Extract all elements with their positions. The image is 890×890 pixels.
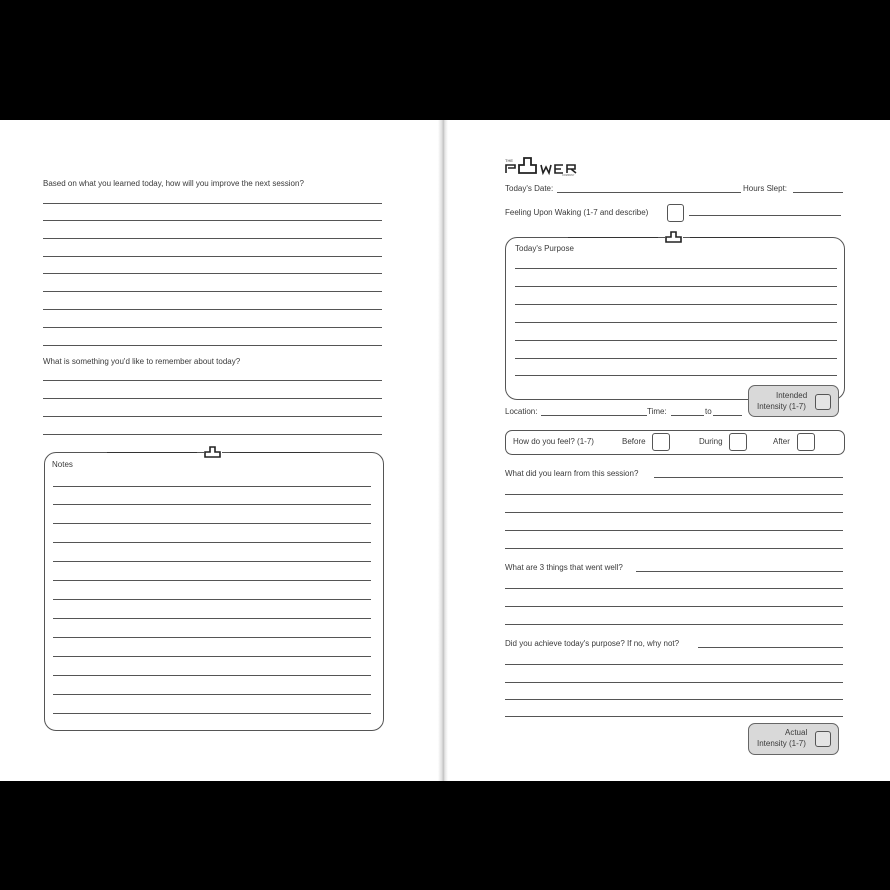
- writing-line[interactable]: [515, 268, 837, 269]
- writing-line[interactable]: [53, 523, 371, 524]
- writing-line[interactable]: [505, 512, 843, 513]
- question-remember: What is something you'd like to remember about today?: [43, 357, 241, 366]
- question-three-things-field[interactable]: [636, 571, 843, 572]
- during-score-box[interactable]: [729, 433, 747, 451]
- question-three-things: What are 3 things that went well?: [505, 563, 623, 572]
- writing-line[interactable]: [505, 624, 843, 625]
- actual-intensity-score-box[interactable]: [815, 731, 831, 747]
- intended-label: Intended: [776, 391, 808, 400]
- before-label: Before: [622, 437, 646, 446]
- writing-line[interactable]: [505, 548, 843, 549]
- intended-intensity-label: Intensity (1-7): [757, 402, 806, 411]
- time-start-field[interactable]: [671, 415, 704, 416]
- writing-line[interactable]: [43, 203, 382, 204]
- writing-line[interactable]: [515, 286, 837, 287]
- todays-date-field[interactable]: [557, 192, 741, 193]
- book-gutter: [438, 120, 448, 781]
- writing-line[interactable]: [505, 494, 843, 495]
- writing-line[interactable]: [43, 291, 382, 292]
- question-purpose-achieved-field[interactable]: [698, 647, 843, 648]
- feeling-waking-description-field[interactable]: [689, 215, 841, 216]
- todays-date-label: Today's Date:: [505, 184, 554, 193]
- writing-line[interactable]: [505, 530, 843, 531]
- power-logo-icon: [665, 231, 683, 243]
- writing-line[interactable]: [43, 220, 382, 221]
- writing-line[interactable]: [505, 606, 843, 607]
- actual-intensity-label: Intensity (1-7): [757, 739, 806, 748]
- writing-line[interactable]: [53, 637, 371, 638]
- location-field[interactable]: [541, 415, 647, 416]
- writing-line[interactable]: [43, 256, 382, 257]
- svg-text:COMPANY: COMPANY: [562, 174, 575, 176]
- writing-line[interactable]: [43, 380, 382, 381]
- time-to-label: to: [705, 407, 712, 416]
- question-learn-field[interactable]: [654, 477, 843, 478]
- writing-line[interactable]: [505, 716, 843, 717]
- how-do-you-feel-label: How do you feel? (1-7): [513, 437, 594, 446]
- writing-line[interactable]: [53, 713, 371, 714]
- actual-label: Actual: [785, 728, 808, 737]
- before-score-box[interactable]: [652, 433, 670, 451]
- writing-line[interactable]: [43, 327, 382, 328]
- writing-line[interactable]: [43, 416, 382, 417]
- power-logo-icon: [204, 446, 222, 458]
- writing-line[interactable]: [515, 304, 837, 305]
- writing-line[interactable]: [505, 664, 843, 665]
- question-purpose-achieved: Did you achieve today's purpose? If no, why not?: [505, 639, 680, 648]
- divider-line-right: [230, 452, 320, 453]
- writing-line[interactable]: [43, 238, 382, 239]
- writing-line[interactable]: [53, 694, 371, 695]
- during-label: During: [699, 437, 723, 446]
- hours-slept-field[interactable]: [793, 192, 843, 193]
- writing-line[interactable]: [53, 561, 371, 562]
- hours-slept-label: Hours Slept:: [743, 184, 788, 193]
- svg-text:THE: THE: [505, 158, 513, 163]
- writing-line[interactable]: [53, 675, 371, 676]
- writing-line[interactable]: [53, 504, 371, 505]
- location-label: Location:: [505, 407, 538, 416]
- writing-line[interactable]: [515, 358, 837, 359]
- feeling-waking-label: Feeling Upon Waking (1-7 and describe): [505, 208, 649, 217]
- divider-line-right: [690, 237, 780, 238]
- writing-line[interactable]: [505, 682, 843, 683]
- writing-line[interactable]: [43, 273, 382, 274]
- time-label: Time:: [647, 407, 667, 416]
- writing-line[interactable]: [43, 434, 382, 435]
- writing-line[interactable]: [43, 309, 382, 310]
- intended-intensity-score-box[interactable]: [815, 394, 831, 410]
- writing-line[interactable]: [515, 340, 837, 341]
- writing-line[interactable]: [53, 542, 371, 543]
- power-company-logo: [505, 156, 597, 176]
- writing-line[interactable]: [53, 486, 371, 487]
- writing-line[interactable]: [53, 618, 371, 619]
- writing-line[interactable]: [53, 580, 371, 581]
- writing-line[interactable]: [515, 375, 837, 376]
- question-learn: What did you learn from this session?: [505, 469, 639, 478]
- todays-purpose-label: Today's Purpose: [515, 244, 574, 253]
- writing-line[interactable]: [505, 699, 843, 700]
- time-end-field[interactable]: [713, 415, 742, 416]
- notes-box: [44, 452, 384, 731]
- writing-line[interactable]: [43, 398, 382, 399]
- feeling-waking-score-box[interactable]: [667, 204, 684, 222]
- question-improve: Based on what you learned today, how will you improve the next session?: [43, 179, 304, 188]
- after-label: After: [773, 437, 790, 446]
- writing-line[interactable]: [53, 656, 371, 657]
- after-score-box[interactable]: [797, 433, 815, 451]
- writing-line[interactable]: [505, 588, 843, 589]
- notes-label: Notes: [52, 460, 73, 469]
- divider-line-left: [107, 452, 197, 453]
- writing-line[interactable]: [515, 322, 837, 323]
- writing-line[interactable]: [53, 599, 371, 600]
- divider-line-left: [568, 237, 658, 238]
- writing-line[interactable]: [43, 345, 382, 346]
